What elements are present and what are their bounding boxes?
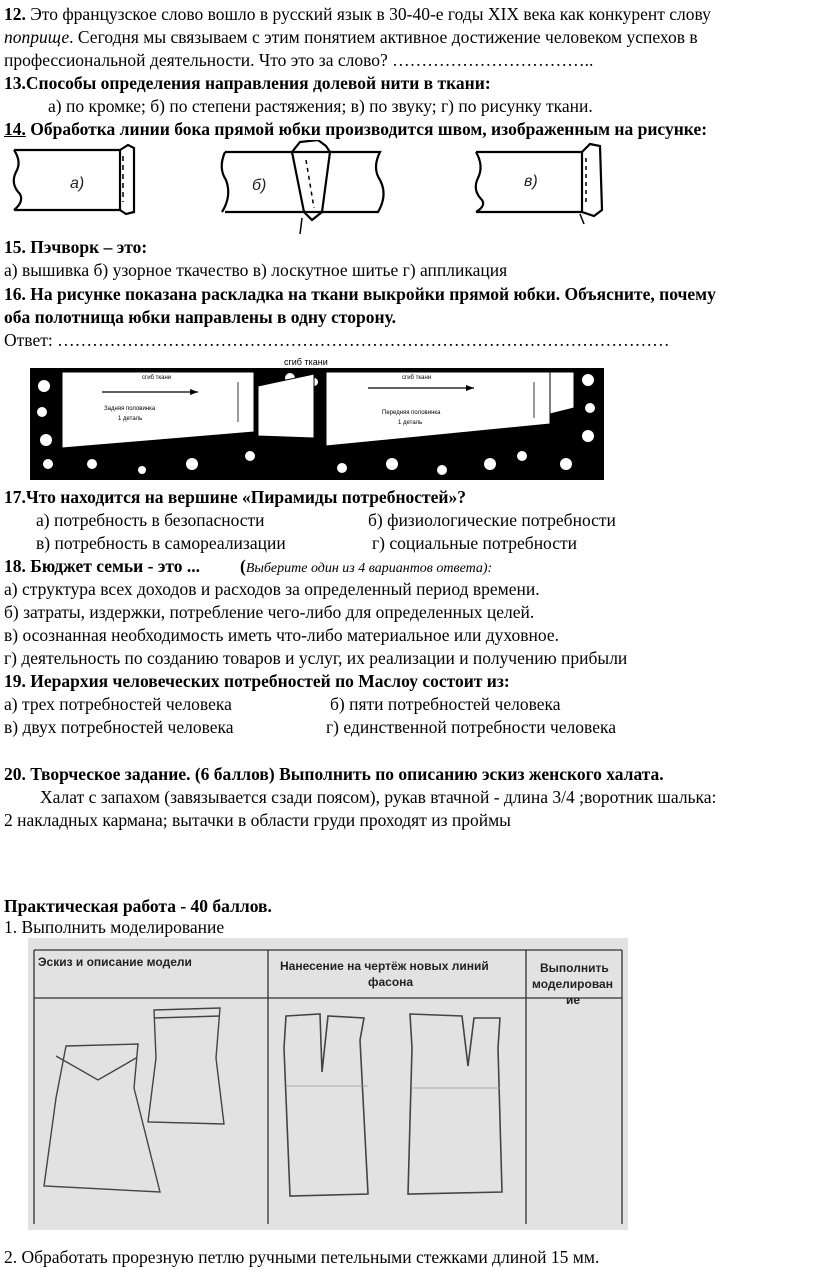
q18-hint-paren: (	[240, 556, 246, 576]
q16-title-1: 16. На рисунке показана раскладка на ткани выкройки прямой юбки. Объясните, почему	[4, 284, 716, 304]
table-header-do-3: ие	[566, 993, 581, 1007]
q12-line1	[4, 4, 711, 25]
q19-option-c: в) двух потребностей человека	[4, 717, 234, 737]
q20-line1: Халат с запахом (завязывается сзади поясом), рукав втачной - длина 3/4 ;воротник шалька:	[40, 787, 717, 807]
seam-label-b: б)	[252, 177, 267, 194]
table-header-sketch: Эскиз и описание модели	[38, 955, 192, 969]
q18-option-b: б) затраты, издержки, потребление чего-либо для определенных целей.	[4, 602, 535, 622]
q18-option-c: в) осознанная необходимость иметь что-либо материальное или духовное.	[4, 625, 559, 645]
practice-item-1: 1. Выполнить моделирование	[4, 917, 225, 937]
q12-word: поприще	[4, 27, 70, 47]
layout-label-left-top: сгиб ткани	[142, 375, 172, 381]
modeling-table	[28, 938, 628, 1230]
seam-figure-b	[222, 140, 384, 234]
q19-option-b: б) пяти потребностей человека	[330, 694, 561, 714]
layout-label-left-mid: Задняя половинка	[104, 406, 156, 412]
q17-option-c: в) потребность в самореализации	[36, 533, 286, 553]
q15-number: 15	[4, 237, 22, 257]
q18-title-line	[4, 556, 492, 579]
q13-options: а) по кромке; б) по степени растяжения; в) по звуку; г) по рисунку ткани.	[48, 96, 593, 116]
seam-label-a: а)	[70, 175, 85, 192]
q18-option-a: а) структура всех доходов и расходов за определенный период времени.	[4, 579, 540, 599]
q16-answer: Ответ: ……………………………………………………………………………………………	[4, 330, 670, 350]
q20-title: 20. Творческое задание. (6 баллов) Выполнить по описанию эскиз женского халата.	[4, 764, 664, 784]
table-header-do-1: Выполнить	[540, 961, 609, 975]
table-header-lines-2: фасона	[368, 975, 414, 989]
layout-label-left-mid2: 1 деталь	[118, 416, 143, 422]
q18-hint: Выберите один из 4 вариантов ответа):	[245, 561, 493, 576]
table-header-lines-1: Нанесение на чертёж новых линий	[280, 959, 489, 973]
q16-title-2: оба полотнища юбки направлены в одну сторону.	[4, 307, 396, 327]
q12-text-1: Это французское слово вошло в русский язык в 30-40-е годы XIX века как конкурент слову	[25, 4, 711, 24]
seam-label-c: в)	[524, 173, 538, 190]
q12-text-2: . Сегодня мы связываем с этим понятием активное достижение человеком успехов в	[69, 27, 698, 47]
q15-title-text: . Пэчворк – это:	[21, 237, 148, 257]
q19-option-d: г) единственной потребности человека	[326, 717, 616, 737]
q14-number: 14.	[4, 119, 26, 139]
q17-option-b: б) физиологические потребности	[368, 510, 616, 530]
q15-title	[4, 237, 147, 258]
q13-title: 13.Способы определения направления долевой нити в ткани:	[4, 73, 491, 93]
q18-option-d: г) деятельность по созданию товаров и услуг, их реализации и получению прибыли	[4, 648, 628, 668]
q20-line2: 2 накладных кармана; вытачки в области груди проходят из проймы	[4, 810, 511, 830]
q17-title: 17.Что находится на вершине «Пирамиды потребностей»?	[4, 487, 466, 507]
q14-title	[4, 119, 707, 140]
table-header-do-2: моделирован	[532, 977, 613, 991]
q17-option-a: а) потребность в безопасности	[36, 510, 265, 530]
q12-number: 12.	[4, 4, 26, 24]
q17-option-d: г) социальные потребности	[372, 533, 578, 553]
layout-label-right-mid: Передняя половинка	[382, 410, 441, 416]
q12-line2	[4, 27, 698, 48]
practice-title: Практическая работа - 40 баллов.	[4, 896, 272, 916]
seam-figure-c	[476, 144, 602, 224]
layout-label-right-mid2: 1 деталь	[398, 420, 423, 426]
skirt-layout-figure	[22, 352, 612, 482]
layout-label-right-top: сгиб ткани	[402, 375, 432, 381]
practice-item-2: 2. Обработать прорезную петлю ручными петельными стежками длиной 15 мм.	[4, 1247, 600, 1267]
q15-options: а) вышивка б) узорное ткачество в) лоскутное шитье г) аппликация	[4, 260, 508, 280]
seam-figures	[0, 140, 816, 236]
q14-title-text: Обработка линии бока прямой юбки производится швом, изображенным на рисунке:	[25, 119, 708, 139]
q12-line3: профессиональной деятельности. Что это за слово? ……………………………..	[4, 50, 594, 70]
layout-label-top: сгиб ткани	[284, 357, 328, 367]
q18-title: 18. Бюджет семьи - это ...	[4, 556, 201, 576]
q19-title: 19. Иерархия человеческих потребностей по Маслоу состоит из:	[4, 671, 510, 691]
q19-option-a: а) трех потребностей человека	[4, 694, 232, 714]
